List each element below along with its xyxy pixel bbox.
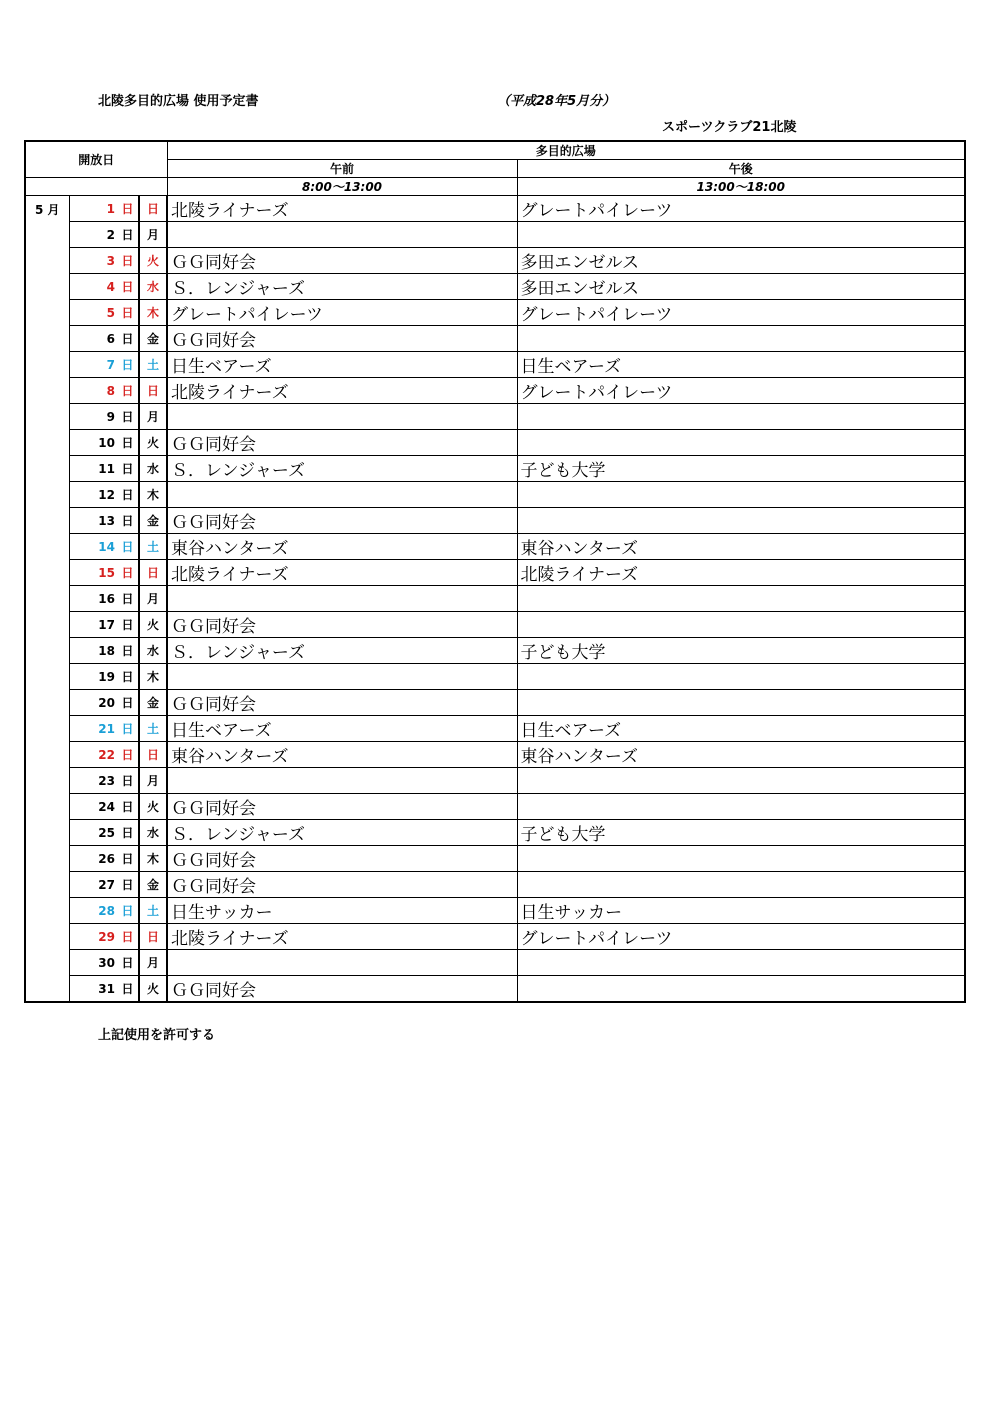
table-row — [25, 638, 965, 664]
weekday-cell: 火 — [139, 430, 167, 456]
weekday-cell: 水 — [139, 274, 167, 300]
am-booking-cell: 日生ベアーズ — [167, 716, 517, 742]
am-booking-cell: ＧＧ同好会 — [167, 612, 517, 638]
weekday-cell: 金 — [139, 326, 167, 352]
am-booking-cell — [167, 950, 517, 976]
weekday-cell: 水 — [139, 456, 167, 482]
day-suffix: 日 — [117, 950, 139, 976]
weekday-cell: 火 — [139, 248, 167, 274]
table-row — [25, 560, 965, 586]
pm-booking-cell — [517, 430, 965, 456]
organization-name: スポーツクラブ21北陵 — [662, 120, 797, 135]
am-booking-cell — [167, 768, 517, 794]
am-booking-cell: グレートパイレーツ — [167, 300, 517, 326]
day-number: 24 — [69, 794, 117, 820]
pm-booking-cell — [517, 482, 965, 508]
table-row — [25, 612, 965, 638]
day-number: 18 — [69, 638, 117, 664]
day-number: 25 — [69, 820, 117, 846]
pm-booking-cell: 多田エンゼルス — [517, 248, 965, 274]
pm-booking-cell — [517, 326, 965, 352]
day-number: 30 — [69, 950, 117, 976]
table-row — [25, 846, 965, 872]
pm-header: 午後 — [517, 160, 965, 178]
table-row — [25, 404, 965, 430]
am-booking-cell: 北陵ライナーズ — [167, 560, 517, 586]
am-booking-cell — [167, 482, 517, 508]
pm-booking-cell: 東谷ハンターズ — [517, 534, 965, 560]
table-row — [25, 274, 965, 300]
am-booking-cell: ＧＧ同好会 — [167, 508, 517, 534]
am-booking-cell: ＧＧ同好会 — [167, 690, 517, 716]
day-suffix: 日 — [117, 768, 139, 794]
day-number: 31 — [69, 976, 117, 1003]
table-row — [25, 768, 965, 794]
table-row — [25, 924, 965, 950]
am-booking-cell: ＧＧ同好会 — [167, 430, 517, 456]
am-booking-cell: ＧＧ同好会 — [167, 976, 517, 1003]
open-day-header: 開放日 — [25, 141, 167, 178]
pm-booking-cell — [517, 612, 965, 638]
pm-booking-cell: 日生ベアーズ — [517, 352, 965, 378]
am-booking-cell: Ｓ．レンジャーズ — [167, 638, 517, 664]
am-time-header: 8:00～13:00 — [167, 178, 517, 196]
day-number: 10 — [69, 430, 117, 456]
weekday-cell: 金 — [139, 508, 167, 534]
weekday-cell: 金 — [139, 872, 167, 898]
day-suffix: 日 — [117, 430, 139, 456]
weekday-cell: 日 — [139, 196, 167, 222]
pm-booking-cell — [517, 794, 965, 820]
table-row — [25, 430, 965, 456]
am-booking-cell: ＧＧ同好会 — [167, 846, 517, 872]
pm-booking-cell — [517, 872, 965, 898]
day-number: 19 — [69, 664, 117, 690]
am-booking-cell: 東谷ハンターズ — [167, 534, 517, 560]
day-number: 14 — [69, 534, 117, 560]
table-row — [25, 222, 965, 248]
am-booking-cell — [167, 586, 517, 612]
am-booking-cell: Ｓ．レンジャーズ — [167, 820, 517, 846]
day-number: 6 — [69, 326, 117, 352]
table-row — [25, 534, 965, 560]
weekday-cell: 土 — [139, 352, 167, 378]
day-number: 29 — [69, 924, 117, 950]
weekday-cell: 日 — [139, 560, 167, 586]
day-suffix: 日 — [117, 482, 139, 508]
day-suffix: 日 — [117, 534, 139, 560]
weekday-cell: 月 — [139, 404, 167, 430]
am-booking-cell: 日生ベアーズ — [167, 352, 517, 378]
pm-booking-cell: 日生サッカー — [517, 898, 965, 924]
weekday-cell: 火 — [139, 794, 167, 820]
table-row — [25, 742, 965, 768]
open-day-header-spacer — [25, 178, 167, 196]
weekday-cell: 金 — [139, 690, 167, 716]
day-suffix: 日 — [117, 794, 139, 820]
am-booking-cell — [167, 664, 517, 690]
pm-booking-cell: グレートパイレーツ — [517, 196, 965, 222]
day-suffix: 日 — [117, 404, 139, 430]
am-booking-cell: 日生サッカー — [167, 898, 517, 924]
weekday-cell: 土 — [139, 898, 167, 924]
am-header: 午前 — [167, 160, 517, 178]
day-suffix: 日 — [117, 352, 139, 378]
schedule-table — [24, 140, 966, 1003]
day-suffix: 日 — [117, 456, 139, 482]
day-suffix: 日 — [117, 274, 139, 300]
am-booking-cell: Ｓ．レンジャーズ — [167, 456, 517, 482]
day-suffix: 日 — [117, 846, 139, 872]
weekday-cell: 土 — [139, 534, 167, 560]
day-number: 20 — [69, 690, 117, 716]
table-row — [25, 352, 965, 378]
weekday-cell: 水 — [139, 820, 167, 846]
pm-time-header: 13:00～18:00 — [517, 178, 965, 196]
am-booking-cell: ＧＧ同好会 — [167, 326, 517, 352]
day-number: 12 — [69, 482, 117, 508]
weekday-cell: 日 — [139, 924, 167, 950]
weekday-cell: 木 — [139, 300, 167, 326]
day-suffix: 日 — [117, 690, 139, 716]
am-booking-cell: ＧＧ同好会 — [167, 248, 517, 274]
day-suffix: 日 — [117, 300, 139, 326]
weekday-cell: 月 — [139, 768, 167, 794]
day-suffix: 日 — [117, 586, 139, 612]
weekday-cell: 火 — [139, 612, 167, 638]
pm-booking-cell — [517, 222, 965, 248]
weekday-cell: 月 — [139, 950, 167, 976]
day-number: 7 — [69, 352, 117, 378]
weekday-cell: 日 — [139, 742, 167, 768]
table-row — [25, 326, 965, 352]
table-row — [25, 950, 965, 976]
day-number: 16 — [69, 586, 117, 612]
day-number: 26 — [69, 846, 117, 872]
month-label: 5 月 — [25, 196, 69, 1003]
day-suffix: 日 — [117, 664, 139, 690]
day-suffix: 日 — [117, 872, 139, 898]
table-row — [25, 976, 965, 1003]
pm-booking-cell — [517, 664, 965, 690]
pm-booking-cell — [517, 404, 965, 430]
day-number: 5 — [69, 300, 117, 326]
day-suffix: 日 — [117, 638, 139, 664]
day-number: 1 — [69, 196, 117, 222]
am-booking-cell: ＧＧ同好会 — [167, 872, 517, 898]
table-row — [25, 820, 965, 846]
am-booking-cell — [167, 404, 517, 430]
am-booking-cell — [167, 222, 517, 248]
day-suffix: 日 — [117, 716, 139, 742]
day-suffix: 日 — [117, 560, 139, 586]
pm-booking-cell: 子ども大学 — [517, 638, 965, 664]
pm-booking-cell: グレートパイレーツ — [517, 300, 965, 326]
pm-booking-cell: 東谷ハンターズ — [517, 742, 965, 768]
pm-booking-cell: 日生ベアーズ — [517, 716, 965, 742]
day-number: 2 — [69, 222, 117, 248]
day-suffix: 日 — [117, 196, 139, 222]
weekday-cell: 木 — [139, 846, 167, 872]
pm-booking-cell: 多田エンゼルス — [517, 274, 965, 300]
table-row — [25, 872, 965, 898]
table-row — [25, 586, 965, 612]
weekday-cell: 水 — [139, 638, 167, 664]
table-row — [25, 794, 965, 820]
day-number: 23 — [69, 768, 117, 794]
am-booking-cell: ＧＧ同好会 — [167, 794, 517, 820]
weekday-cell: 月 — [139, 586, 167, 612]
day-suffix: 日 — [117, 898, 139, 924]
weekday-cell: 木 — [139, 482, 167, 508]
day-number: 22 — [69, 742, 117, 768]
day-number: 8 — [69, 378, 117, 404]
pm-booking-cell: 子ども大学 — [517, 820, 965, 846]
period-label: （平成28年5月分） — [497, 94, 616, 109]
day-number: 28 — [69, 898, 117, 924]
table-row — [25, 196, 965, 222]
day-number: 3 — [69, 248, 117, 274]
weekday-cell: 日 — [139, 378, 167, 404]
weekday-cell: 火 — [139, 976, 167, 1003]
pm-booking-cell — [517, 586, 965, 612]
pm-booking-cell — [517, 768, 965, 794]
am-booking-cell: 北陵ライナーズ — [167, 924, 517, 950]
day-number: 15 — [69, 560, 117, 586]
day-number: 17 — [69, 612, 117, 638]
pm-booking-cell — [517, 508, 965, 534]
table-row — [25, 716, 965, 742]
weekday-cell: 土 — [139, 716, 167, 742]
am-booking-cell: 東谷ハンターズ — [167, 742, 517, 768]
pm-booking-cell: グレートパイレーツ — [517, 378, 965, 404]
day-suffix: 日 — [117, 742, 139, 768]
weekday-cell: 木 — [139, 664, 167, 690]
pm-booking-cell — [517, 950, 965, 976]
day-suffix: 日 — [117, 612, 139, 638]
document-title: 北陵多目的広場 使用予定書 — [98, 94, 259, 109]
day-suffix: 日 — [117, 508, 139, 534]
day-number: 4 — [69, 274, 117, 300]
day-number: 11 — [69, 456, 117, 482]
day-suffix: 日 — [117, 248, 139, 274]
table-row — [25, 300, 965, 326]
day-number: 21 — [69, 716, 117, 742]
day-suffix: 日 — [117, 976, 139, 1003]
approval-note: 上記使用を許可する — [98, 1028, 216, 1043]
table-row — [25, 690, 965, 716]
table-row — [25, 508, 965, 534]
am-booking-cell: Ｓ．レンジャーズ — [167, 274, 517, 300]
day-number: 13 — [69, 508, 117, 534]
table-row — [25, 456, 965, 482]
day-suffix: 日 — [117, 378, 139, 404]
venue-header: 多目的広場 — [167, 141, 965, 160]
table-row — [25, 482, 965, 508]
day-number: 9 — [69, 404, 117, 430]
am-booking-cell: 北陵ライナーズ — [167, 196, 517, 222]
table-row — [25, 664, 965, 690]
pm-booking-cell — [517, 690, 965, 716]
weekday-cell: 月 — [139, 222, 167, 248]
day-suffix: 日 — [117, 820, 139, 846]
day-suffix: 日 — [117, 222, 139, 248]
pm-booking-cell: グレートパイレーツ — [517, 924, 965, 950]
pm-booking-cell: 子ども大学 — [517, 456, 965, 482]
table-row — [25, 248, 965, 274]
day-number: 27 — [69, 872, 117, 898]
table-row — [25, 378, 965, 404]
day-suffix: 日 — [117, 924, 139, 950]
am-booking-cell: 北陵ライナーズ — [167, 378, 517, 404]
pm-booking-cell — [517, 846, 965, 872]
day-suffix: 日 — [117, 326, 139, 352]
table-row — [25, 898, 965, 924]
pm-booking-cell — [517, 976, 965, 1003]
pm-booking-cell: 北陵ライナーズ — [517, 560, 965, 586]
